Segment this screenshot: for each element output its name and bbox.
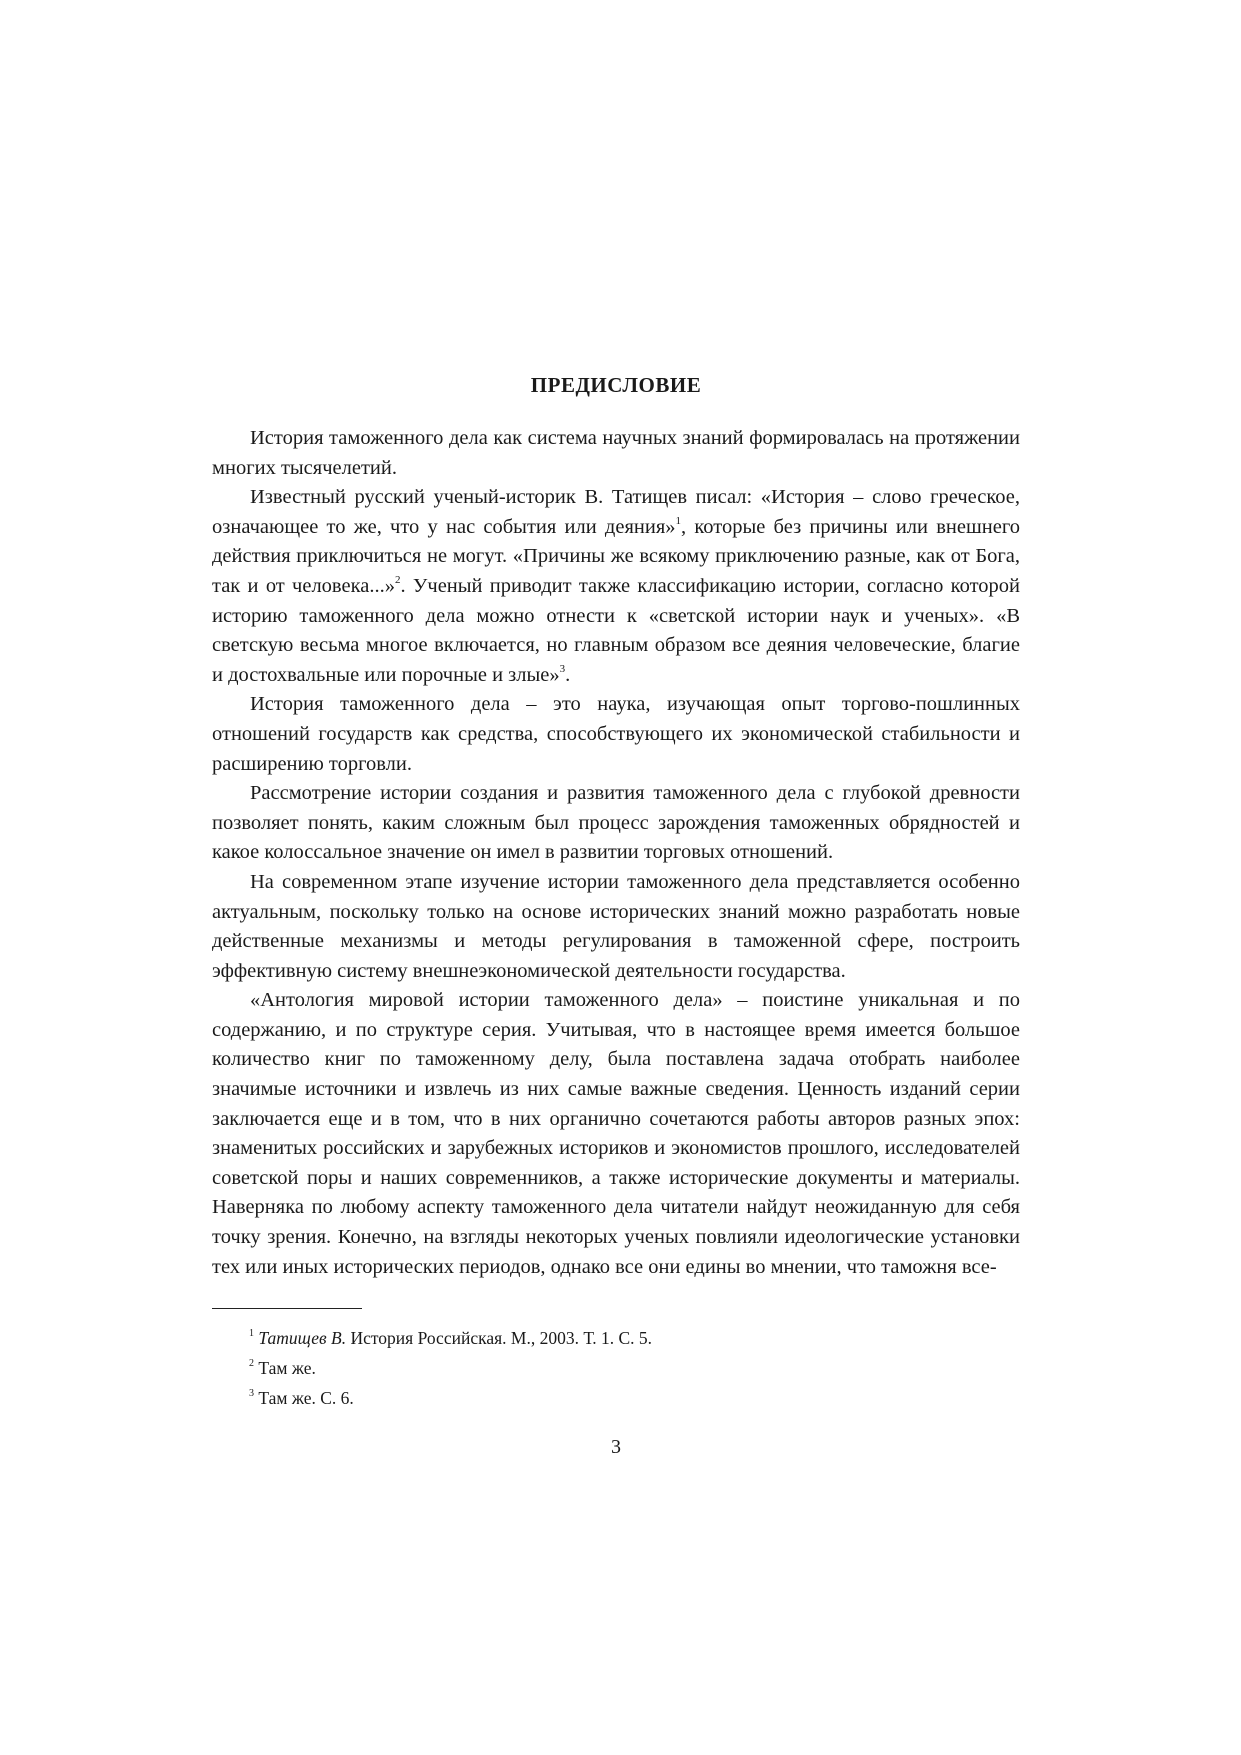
paragraph-2 <box>212 483 1020 690</box>
footnote-ref-3[interactable]: 3 <box>559 662 566 675</box>
paragraph-text: Известный русский ученый-историк В. Татищев писал: «История – слово греческое, означающее то же, что у нас события или деяния» <box>212 486 1020 538</box>
footnote-number: 3 <box>249 1388 254 1400</box>
footnote-1 <box>212 1323 1020 1353</box>
paragraph-text: История таможенного дела – это наука, изучающая опыт торгово-пошлинных отношений государств как средства, способствующего их экономической стабильности и расширению торговли. <box>212 693 1020 775</box>
footnotes <box>212 1323 1020 1413</box>
body-text <box>212 424 1020 1282</box>
footnote-ref-2[interactable]: 2 <box>394 573 401 586</box>
paragraph-4 <box>212 779 1020 868</box>
paragraph-1 <box>212 424 1020 483</box>
paragraph-5 <box>212 868 1020 986</box>
paragraph-3 <box>212 690 1020 779</box>
page <box>212 370 1020 1461</box>
footnote-text: История Российская. М., 2003. Т. 1. С. 5. <box>346 1328 653 1349</box>
footnote-number: 1 <box>249 1328 254 1340</box>
page-title: ПРЕДИСЛОВИЕ <box>530 373 702 397</box>
footnote-divider <box>212 1308 362 1309</box>
page-number: 3 <box>611 1436 621 1459</box>
paragraph-text: «Антология мировой истории таможенного дела» – поистине уникальная и по содержанию, и по структуре серия. Учитывая, что в настоящее время имеется большое количество книг по таможенному делу, была поставлена задача отобрать наиболее значимые источники и извлечь из них самые важные сведения. Ценность изданий серии заключается еще и в том, что в них органично сочетаются работы авторов разных эпох: знаменитых российских и зарубежных историков и экономистов прошлого, исследователей советской поры и наших современников, а также исторические документы и материалы. Наверняка по любому аспекту таможенного дела читатели найдут неожиданную для себя точку зрения. Конечно, на взгляды некоторых ученых повлияли идеологические установки тех или иных исторических периодов, однако все они едины во мнении, что таможня все- <box>212 989 1020 1278</box>
footnote-3 <box>212 1383 1020 1413</box>
paragraph-text: . <box>565 663 571 686</box>
paragraph-text: Рассмотрение истории создания и развития таможенного дела с глубокой древности позволяет понять, каким сложным был процесс зарождения таможенных обрядностей и какое колоссальное значение он имел в развитии торговых отношений. <box>212 782 1020 864</box>
footnote-number: 2 <box>249 1358 254 1370</box>
paragraph-text: На современном этапе изучение истории таможенного дела представляется особенно актуальным, поскольку только на основе исторических знаний можно разработать новые действенные механизмы и методы регулирования в таможенной сфере, построить эффективную систему внешнеэкономической деятельности государства. <box>212 870 1020 982</box>
paragraph-text: . Ученый приводит также классификацию истории, согласно которой историю таможенного дела можно отнести к «светской истории наук и ученых». «В светскую весьма многое включается, но главным образом все деяния человеческие, благие и достохвальные или порочные и злые» <box>212 574 1020 686</box>
footnote-text: Там же. С. 6. <box>254 1388 354 1409</box>
footnote-2 <box>212 1353 1020 1383</box>
paragraph-text: , которые без причины или внешнего действия приключиться не могут. «Причины же всякому приключению разные, как от Бога, так и от человека...» <box>212 515 1020 597</box>
paragraph-text: История таможенного дела как система научных знаний формировалась на протяжении многих тысячелетий. <box>212 427 1020 479</box>
footnote-author: Татищев В. <box>258 1328 347 1349</box>
paragraph-6 <box>212 986 1020 1282</box>
footnote-ref-1[interactable]: 1 <box>675 514 682 527</box>
footnote-text: Там же. <box>254 1358 316 1379</box>
